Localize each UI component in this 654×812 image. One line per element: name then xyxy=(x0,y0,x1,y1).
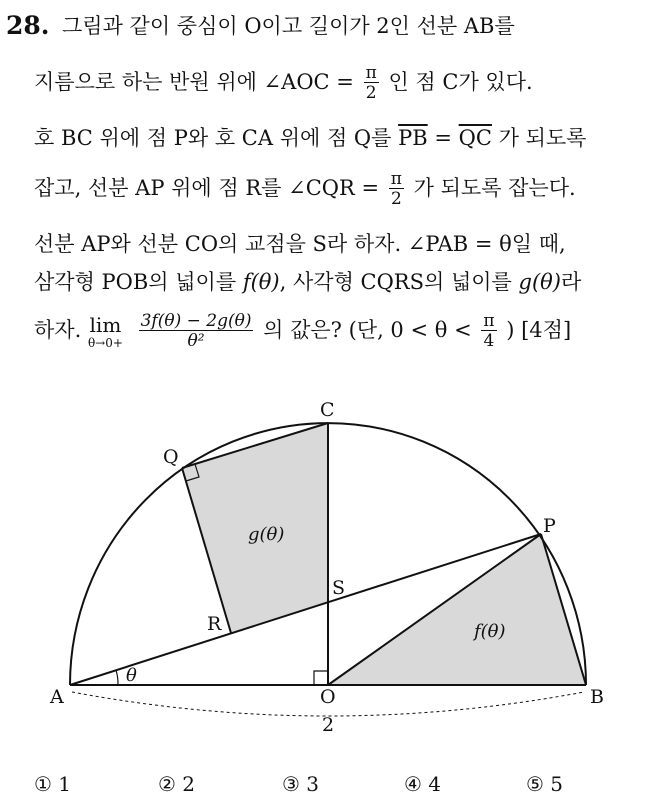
label-o: O xyxy=(320,686,336,708)
choice-value: 1 xyxy=(58,772,72,796)
fraction-denominator: 2 xyxy=(390,189,402,209)
line3-text-b: 가 되도록 xyxy=(498,126,587,150)
label-c: C xyxy=(320,399,335,421)
choice-value: 4 xyxy=(428,772,442,796)
expression-numerator: 3f(θ) − 2g(θ) xyxy=(140,311,252,331)
choice-value: 2 xyxy=(182,772,196,796)
problem-line-6 xyxy=(34,268,581,296)
choice-value: 5 xyxy=(550,772,564,796)
g-theta: g(θ) xyxy=(518,270,561,294)
line7-text-a: 하자. xyxy=(34,318,82,342)
theta-arc xyxy=(116,670,118,685)
choice-5[interactable] xyxy=(526,772,563,796)
lim-subscript: θ→0+ xyxy=(87,335,123,350)
line1-text: 그림과 같이 중심이 O이고 길이가 2인 선분 AB를 xyxy=(62,14,515,38)
problem-line-4 xyxy=(34,170,576,209)
label-b: B xyxy=(590,686,604,708)
fraction-pi-over-2-b xyxy=(389,170,404,209)
fraction-numerator: π xyxy=(365,63,377,83)
limit-operator xyxy=(88,314,123,350)
label-s: S xyxy=(332,577,346,599)
line5-text: 선분 AP와 선분 CO의 교점을 S라 하자. ∠PAB = θ일 때, xyxy=(34,232,566,256)
fraction-pi-over-2 xyxy=(364,64,379,103)
problem-line-7 xyxy=(34,312,571,351)
fraction-numerator: π xyxy=(483,311,495,331)
choice-mark: ⑤ xyxy=(526,772,544,796)
line2-text-b: 인 점 C가 있다. xyxy=(388,70,533,94)
label-g-theta: g(θ) xyxy=(248,524,285,545)
choice-2[interactable] xyxy=(158,772,195,796)
question-number: 28. xyxy=(6,11,50,40)
arc-qc: $\overline{QC}$ xyxy=(458,126,492,150)
arc-pb: $\overline{PB}$ xyxy=(398,126,428,150)
label-theta: θ xyxy=(126,665,137,686)
line6-text-a: 삼각형 POB의 넓이를 xyxy=(34,270,237,294)
choice-value: 3 xyxy=(306,772,320,796)
choice-1[interactable] xyxy=(34,772,71,796)
choice-3[interactable] xyxy=(282,772,319,796)
right-angle-mark-o xyxy=(314,671,328,685)
label-f-theta: f(θ) xyxy=(474,621,506,642)
choice-mark: ③ xyxy=(282,772,300,796)
line4-text-b: 가 되도록 잡는다. xyxy=(413,176,576,200)
fraction-numerator: π xyxy=(390,169,402,189)
choice-mark: ② xyxy=(158,772,176,796)
label-a: A xyxy=(50,686,64,708)
line6-text-c: 라 xyxy=(561,270,582,294)
equals-sign: = xyxy=(434,126,452,150)
label-length: 2 xyxy=(322,714,335,736)
line7-text-c: ) [4점] xyxy=(506,318,572,342)
geometry-figure xyxy=(0,380,654,760)
problem-line-3 xyxy=(34,124,586,152)
label-r: R xyxy=(207,613,222,635)
label-q: Q xyxy=(163,446,179,468)
problem-line-5 xyxy=(34,230,566,258)
limit-expression xyxy=(139,312,254,351)
choice-mark: ④ xyxy=(404,772,422,796)
line7-text-b: 의 값은? (단, 0 < θ < xyxy=(263,318,472,342)
f-theta: f(θ) xyxy=(242,270,280,294)
fraction-denominator: 4 xyxy=(483,331,495,351)
expression-denominator: θ² xyxy=(187,331,205,351)
line3-text-a: 호 BC 위에 점 P와 호 CA 위에 점 Q를 xyxy=(34,126,392,150)
problem-line-1 xyxy=(62,12,515,40)
problem-line-2 xyxy=(34,64,533,103)
label-p: P xyxy=(543,515,556,537)
line6-text-b: , 사각형 CQRS의 넓이를 xyxy=(279,270,512,294)
choice-4[interactable] xyxy=(404,772,441,796)
choice-mark: ① xyxy=(34,772,52,796)
line4-text-a: 잡고, 선분 AP 위에 점 R를 ∠CQR = xyxy=(34,176,380,200)
fraction-pi-over-4 xyxy=(481,312,496,351)
lim-word: lim xyxy=(89,312,122,337)
fraction-denominator: 2 xyxy=(365,83,377,103)
line2-text-a: 지름으로 하는 반원 위에 ∠AOC = xyxy=(34,70,354,94)
